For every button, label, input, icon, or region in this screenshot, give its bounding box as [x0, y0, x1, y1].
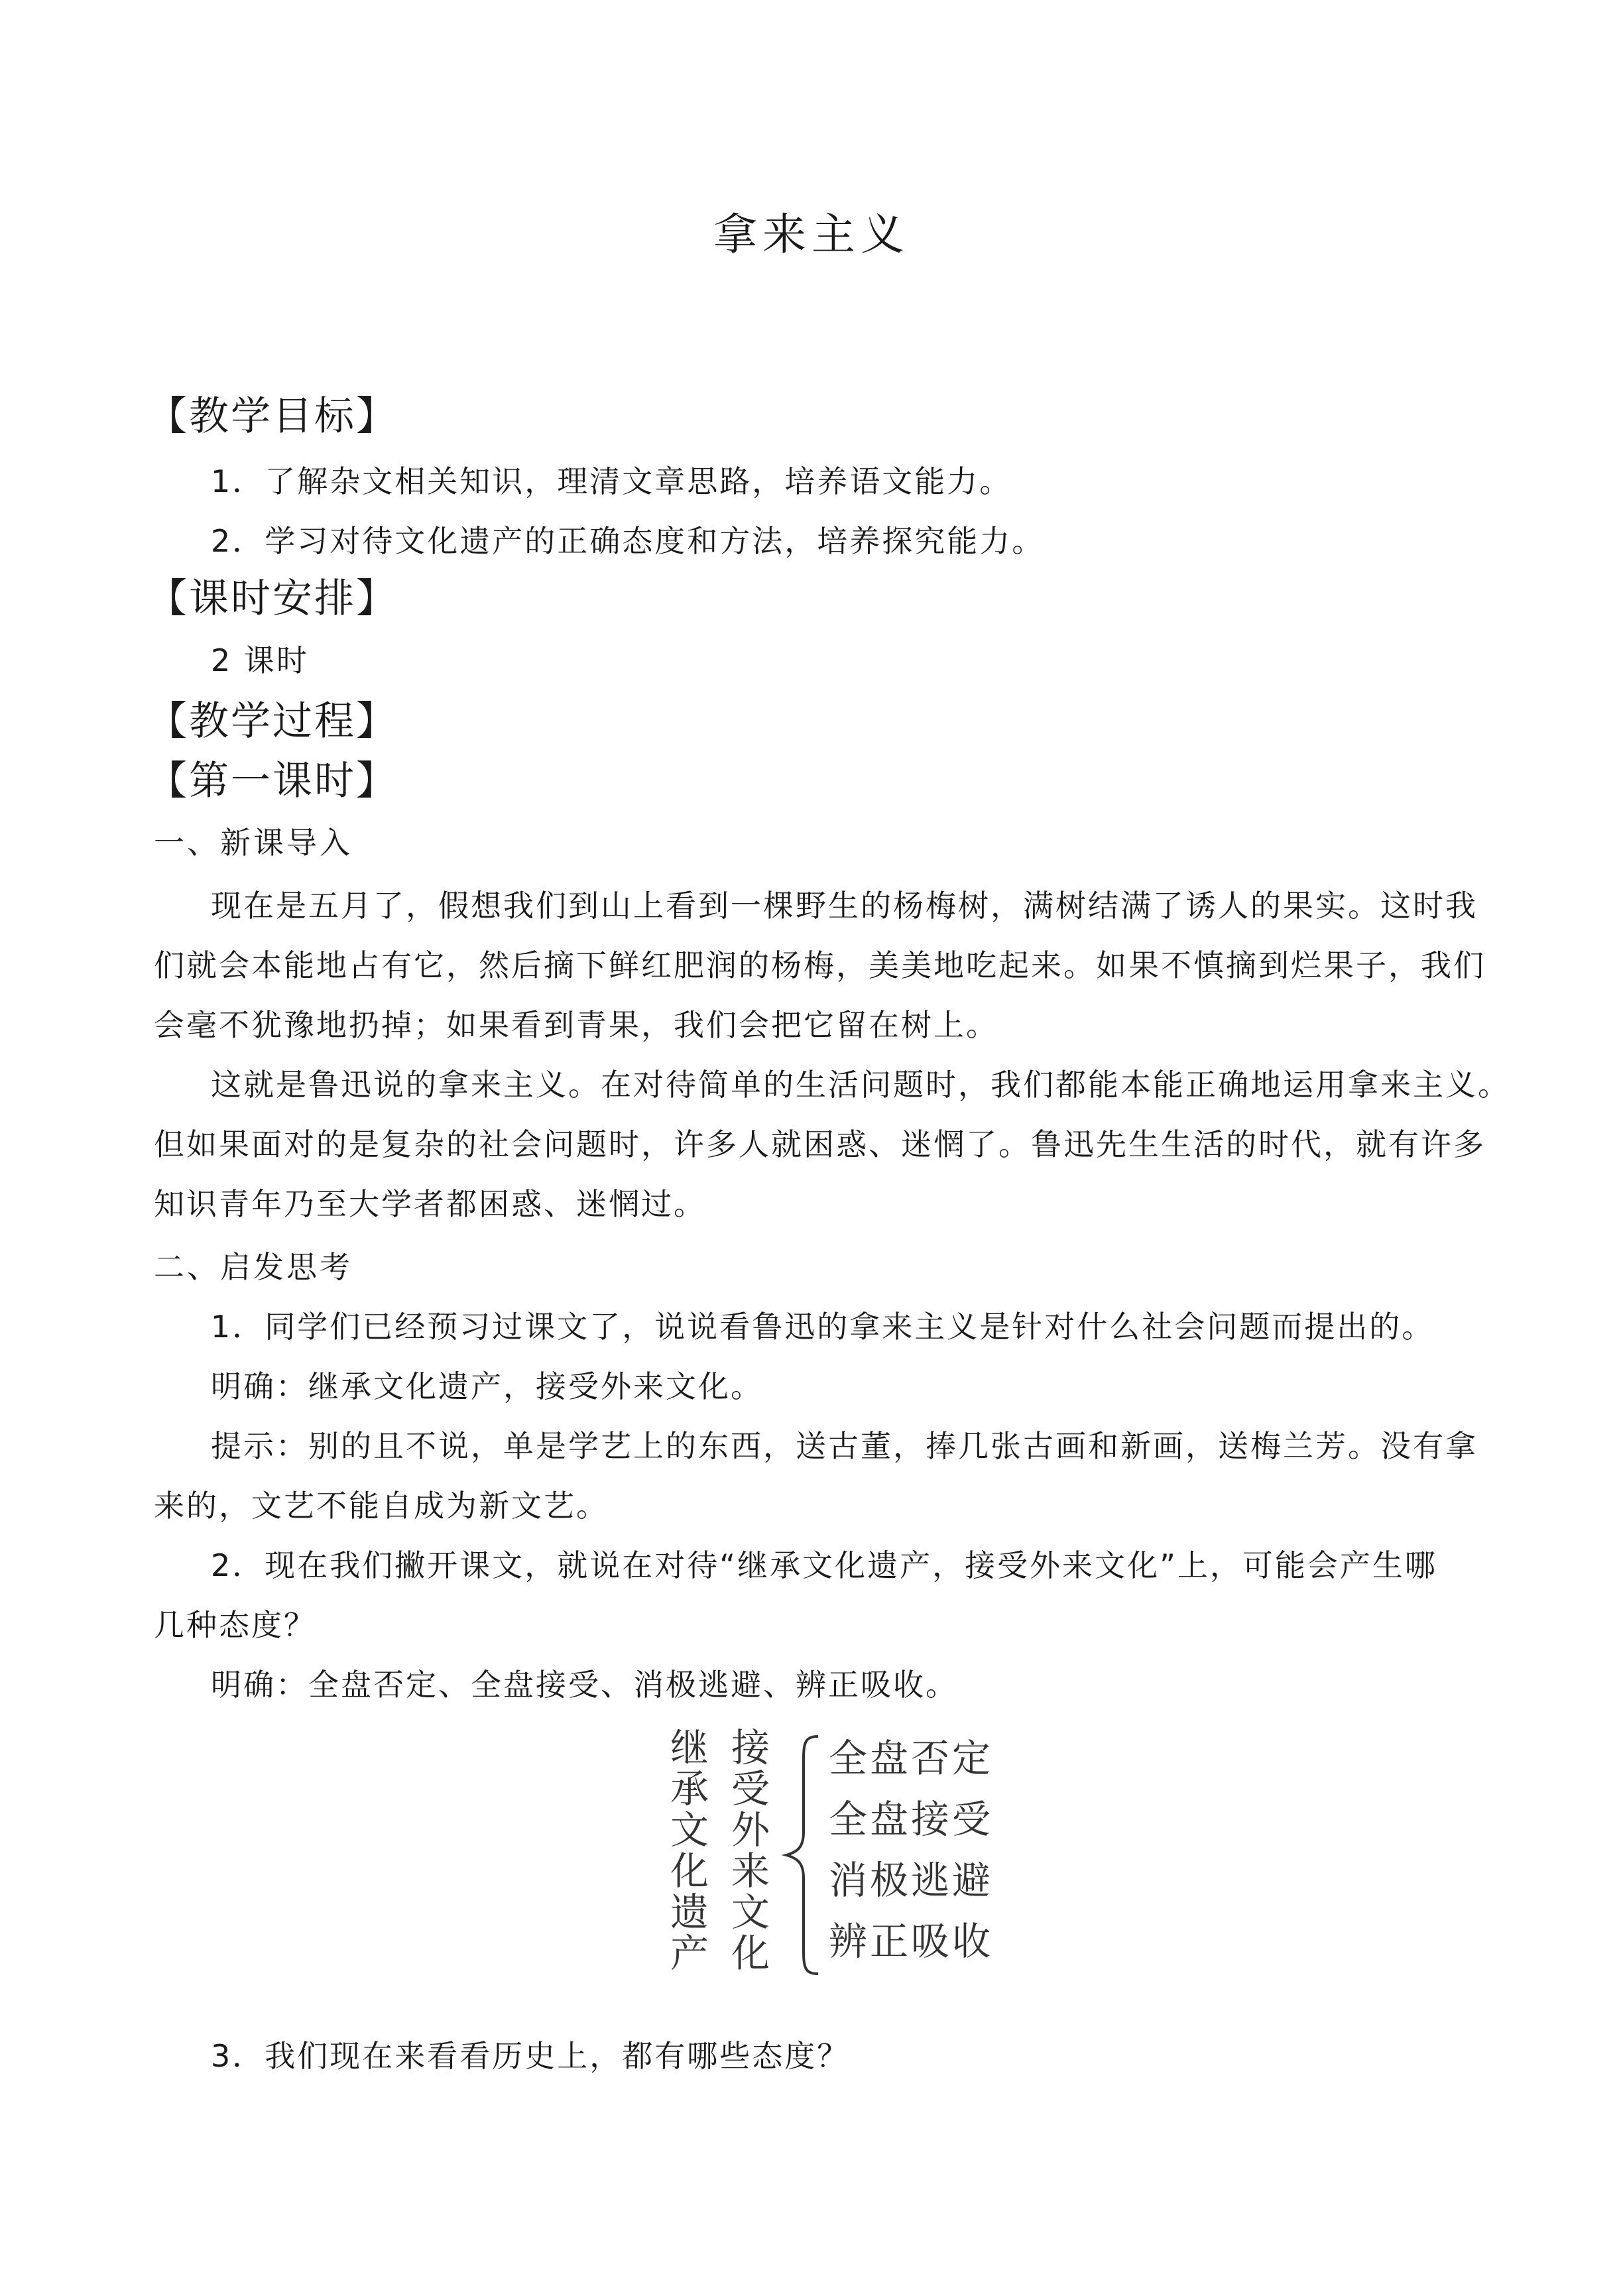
paragraph-1-line-2: 们就会本能地占有它，然后摘下鲜红肥润的杨梅，美美地吃起来。如果不慎摘到烂果子，我们: [154, 947, 1486, 983]
goal-1: 1．了解杂文相关知识，理清文章思路，培养语文能力。: [211, 463, 1012, 499]
heading-teaching-goals: 【教学目标】: [147, 393, 398, 440]
diagram-char: 文: [670, 1807, 709, 1852]
question-1: 1．同学们已经预习过课文了，说说看鲁迅的拿来主义是针对什么社会问题而提出的。: [211, 1309, 1435, 1345]
diagram-char: 承: [670, 1766, 709, 1811]
diagram-char: 受: [731, 1766, 770, 1811]
diagram-char: 继: [670, 1725, 709, 1770]
curly-brace-icon: [778, 1732, 825, 1978]
diagram-column-accept: [731, 1727, 770, 1974]
diagram-char: 化: [670, 1848, 709, 1894]
paragraph-2-line-1: 这就是鲁迅说的拿来主义。在对待简单的生活问题时，我们都能本能正确地运用拿来主义。: [211, 1067, 1510, 1103]
heading-teaching-process: 【教学过程】: [147, 698, 398, 745]
diagram-char: 遗: [670, 1890, 709, 1935]
paragraph-1-line-1: 现在是五月了，假想我们到山上看到一棵野生的杨梅树，满树结满了诱人的果实。这时我: [211, 888, 1478, 924]
paragraph-2-line-3: 知识青年乃至大学者都困惑、迷惘过。: [154, 1186, 706, 1222]
heading-first-lesson: 【第一课时】: [147, 758, 398, 804]
option-passive-avoidance: 消极逃避: [829, 1858, 994, 1903]
diagram-char: 接: [731, 1725, 770, 1770]
diagram-char: 文: [731, 1890, 770, 1935]
paragraph-2-line-2: 但如果面对的是复杂的社会问题时，许多人就困惑、迷惘了。鲁迅先生生活的时代，就有许多: [154, 1126, 1486, 1162]
answer-1: 明确：继承文化遗产，接受外来文化。: [211, 1368, 763, 1404]
option-total-negation: 全盘否定: [829, 1736, 994, 1781]
goal-2: 2．学习对待文化遗产的正确态度和方法，培养探究能力。: [211, 523, 1045, 559]
option-critical-absorption: 辨正吸收: [829, 1919, 994, 1964]
section-1-heading: 一、新课导入: [154, 825, 353, 861]
heading-schedule: 【课时安排】: [147, 575, 398, 622]
hint-line-2: 来的，文艺不能自成为新文艺。: [154, 1488, 609, 1524]
question-2-line-1: 2．现在我们撇开课文，就说在对待“继承文化遗产，接受外来文化”上，可能会产生哪: [211, 1547, 1437, 1583]
page-title: 拿来主义: [713, 209, 910, 260]
diagram-char: 来: [731, 1848, 770, 1894]
schedule-text: 2 课时: [211, 642, 309, 678]
diagram-char: 外: [731, 1807, 770, 1852]
question-3: 3．我们现在来看看历史上，都有哪些态度？: [211, 2038, 850, 2074]
section-2-heading: 二、启发思考: [154, 1249, 353, 1285]
diagram-char: 产: [670, 1931, 709, 1976]
diagram-column-inherit: [670, 1727, 709, 1974]
diagram-char: 化: [731, 1931, 770, 1976]
option-total-acceptance: 全盘接受: [829, 1797, 994, 1842]
paragraph-1-line-3: 会毫不犹豫地扔掉；如果看到青果，我们会把它留在树上。: [154, 1007, 998, 1043]
attitude-diagram: [670, 1727, 1008, 1979]
hint-line-1: 提示：别的且不说，单是学艺上的东西，送古董，捧几张古画和新画，送梅兰芳。没有拿: [211, 1428, 1478, 1464]
answer-2: 明确：全盘否定、全盘接受、消极逃避、辨正吸收。: [211, 1667, 958, 1703]
question-2-line-2: 几种态度？: [154, 1607, 316, 1643]
